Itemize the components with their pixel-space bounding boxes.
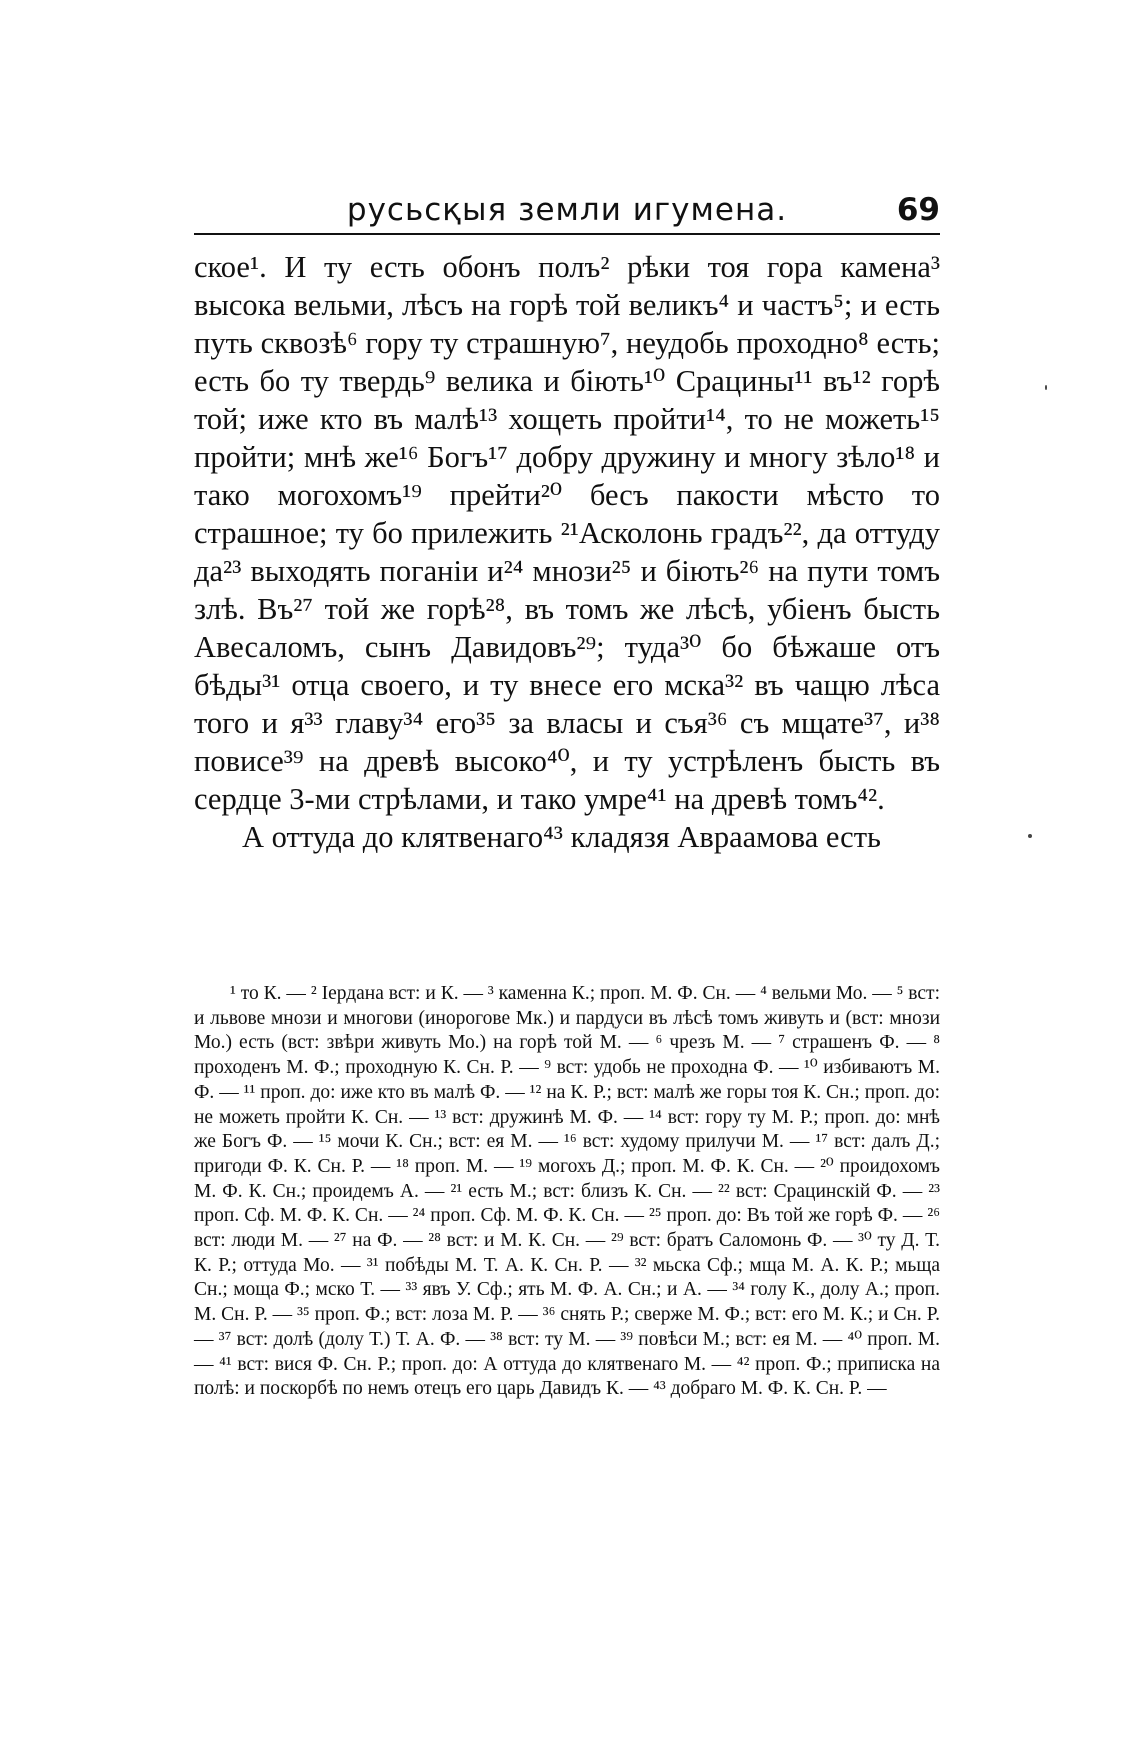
paragraph-1: ское¹. И ту есть обонъ полъ² рѣки тоя гора камена³ высока вельми, лѣсъ на горѣ той великъ⁴ и частъ⁵; и есть путь сквозѣ⁶ гору ту страшную⁷, неудобь проходно⁸ есть; есть бо ту твердь⁹ велика и біють¹⁰ Срацины¹¹ въ¹² горѣ той; иже кто въ малѣ¹³ хощеть пройти¹⁴, то не можеть¹⁵ пройти; мнѣ же¹⁶ Богъ¹⁷ добру дружину и многу зѣло¹⁸ и тако могохомъ¹⁹ прейти²⁰ бесъ пакости мѣсто то страшное; ту бо прилежить ²¹Асколонь градъ²², да оттуду да²³ выходять поганіи и²⁴ мнози²⁵ и біють²⁶ на пути томъ злѣ. Въ²⁷ той же горѣ²⁸, въ томъ же лѣсѣ, убіенъ бысть Авесаломъ, сынъ Давидовъ²⁹; туда³⁰ бо бѣжаше отъ бѣды³¹ отца своего, и ту внесе его мска³² въ чащю лѣса того и я³³ главу³⁴ его³⁵ за власы и съя³⁶ съ мщате³⁷, и³⁸ повисе³⁹ на древѣ высоко⁴⁰, и ту устрѣленъ бысть въ сердце 3-ми стрѣлами, и тако умре⁴¹ на древѣ томъ⁴². — [194, 250, 940, 816]
running-head — [194, 186, 940, 236]
scan-speck — [1028, 834, 1032, 838]
scan-speck — [1045, 385, 1047, 390]
main-text — [194, 248, 940, 856]
paragraph-2: А оттуда до клятвенаго⁴³ кладязя Авраамова есть — [242, 820, 881, 854]
page-number: 69 — [896, 192, 940, 228]
running-title: русьсқыя земли игумена. — [346, 192, 788, 228]
header-rule — [194, 233, 940, 235]
footnotes: ¹ то К. — ² Іердана вст: и К. — ³ каменна К.; проп. М. Ф. Сн. — ⁴ вельми Мо. — ⁵ вст: и львове мнози и многови (инорогове Мк.) и пардуси въ лѣсѣ томъ живуть и (вст: мнози Мо.) есть (вст: звѣри живуть Мо.) на горѣ той М. — ⁶ чрезъ М. — ⁷ страшенъ Ф. — ⁸ проходенъ М. Ф.; проходную К. Сн. Р. — ⁹ вст: удобь не проходна Ф. — ¹⁰ избиваютъ М. Ф. — ¹¹ проп. до: иже кто въ малѣ Ф. — ¹² на К. Р.; вст: малѣ же горы тоя К. Сн.; проп. до: не можеть пройти К. Сн. — ¹³ вст: дружинѣ М. Ф. — ¹⁴ вст: гору ту М. Р.; проп. до: мнѣ же Богъ Ф. — ¹⁵ мочи К. Сн.; вст: ея М. — ¹⁶ вст: худому прилучи М. — ¹⁷ вст: далъ Д.; пригоди Ф. К. Сн. Р. — ¹⁸ проп. М. — ¹⁹ могохъ Д.; проп. М. Ф. К. Сн. — ²⁰ проидохомъ М. Ф. К. Сн.; проидемъ А. — ²¹ есть М.; вст: близъ К. Сн. — ²² вст: Срацинскій Ф. — ²³ проп. Сф. М. Ф. К. Сн. — ²⁴ проп. Сф. М. Ф. К. Сн. — ²⁵ проп. до: Въ той же горѣ Ф. — ²⁶ вст: люди М. — ²⁷ на Ф. — ²⁸ вст: и М. К. Сн. — ²⁹ вст: братъ Саломонь Ф. — ³⁰ ту Д. Т. К. Р.; оттуда Мо. — ³¹ побѣды М. Т. А. К. Сн. Р. — ³² мьска Сф.; мща М. А. К. Р.; мьща Сн.; моща Ф.; мско Т. — ³³ явъ У. Сф.; ять М. Ф. А. Сн.; и А. — ³⁴ голу К., долу А.; проп. М. Сн. Р. — ³⁵ проп. Ф.; вст: лоза М. Р. — ³⁶ снять Р.; сверже М. Ф.; вст: его М. К.; и Сн. Р. — ³⁷ вст: долѣ (долу Т.) Т. А. Ф. — ³⁸ вст: ту М. — ³⁹ повѣси М.; вст: ея М. — ⁴⁰ проп. М. — ⁴¹ вст: вися Ф. Сн. Р.; проп. до: А оттуда до клятвенаго М. — ⁴² проп. Ф.; приписка на полѣ: и поскорбѣ по немъ отецъ его царь Давидъ К. — ⁴³ добраго М. Ф. К. Сн. Р. — — [194, 983, 940, 1400]
